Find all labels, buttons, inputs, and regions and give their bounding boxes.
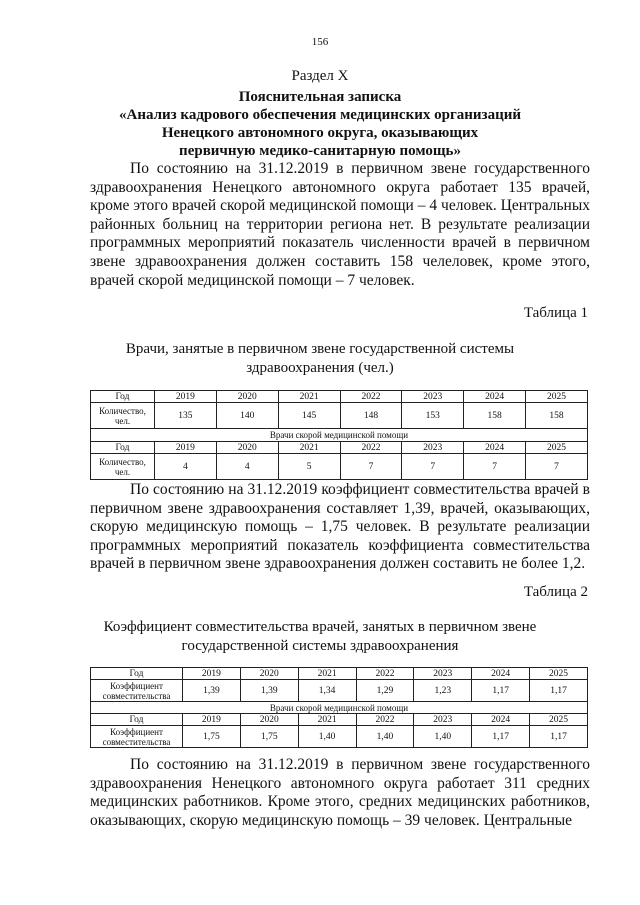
table-header-cell: 2019 <box>155 442 217 454</box>
table-row <box>91 714 588 726</box>
table-row-label: Количество, чел. <box>91 403 155 429</box>
table-cell: 1,39 <box>240 680 298 702</box>
table-header-cell: 2024 <box>464 442 526 454</box>
table-row <box>91 403 588 429</box>
table-cell: 4 <box>216 454 278 480</box>
table-row <box>91 442 588 454</box>
table2 <box>90 667 588 748</box>
table-row <box>91 680 588 702</box>
table-cell: 1,17 <box>530 680 588 702</box>
table-row <box>91 668 588 680</box>
table-header-cell: 2021 <box>278 442 340 454</box>
table-header-cell: 2024 <box>472 714 530 726</box>
table-row <box>91 391 588 403</box>
table-header-cell: 2021 <box>298 714 356 726</box>
paragraph-2: По состоянию на 31.12.2019 коэффициент совместительства врачей в первичном звене здравоохранения составляет 1,39, врачей, оказывающих, скорую медицинскую помощь – 1,75 человек. В результате реализации программных мероприятий показатель коэффициента совместительства врачей в первичном звене здравоохранения должен составить не более 1,2. <box>90 481 590 573</box>
table-header-cell: 2025 <box>526 442 588 454</box>
table-cell: 145 <box>278 403 340 429</box>
table-header-cell: 2020 <box>216 391 278 403</box>
table-header-cell: 2020 <box>240 668 298 680</box>
table-header-cell: 2019 <box>183 714 241 726</box>
table-cell: 1,29 <box>356 680 414 702</box>
table-header-cell: 2023 <box>402 391 464 403</box>
page-number: 156 <box>311 36 329 48</box>
table-cell: 5 <box>278 454 340 480</box>
table-row <box>91 429 588 442</box>
heading-line: Пояснительная записка <box>238 89 402 105</box>
table-row <box>91 726 588 748</box>
table-cell: 158 <box>464 403 526 429</box>
table-cell: 7 <box>526 454 588 480</box>
table-cell: 1,40 <box>414 726 472 748</box>
table-header-cell: 2020 <box>216 442 278 454</box>
table-cell: 1,39 <box>183 680 241 702</box>
table-row-label: Коэффициент совместительства <box>91 726 183 748</box>
table-header-cell: 2025 <box>526 391 588 403</box>
heading-line: первичную медико-санитарную помощь» <box>179 143 461 159</box>
table-header-cell: 2024 <box>472 668 530 680</box>
table-cell: 4 <box>155 454 217 480</box>
table2-title-line: Коэффициент совместительства врачей, занятых в первичном звене <box>103 619 537 635</box>
table-subheader: Врачи скорой медицинской помощи <box>91 429 588 442</box>
table-header-cell: 2025 <box>530 714 588 726</box>
table-cell: 7 <box>340 454 402 480</box>
table-header-cell: 2021 <box>278 391 340 403</box>
table1-title-line: Врачи, занятые в первичном звене государственной системы <box>125 341 515 357</box>
table2-title-line: государственной системы здравоохранения <box>181 638 459 654</box>
table-cell: 135 <box>155 403 217 429</box>
table-header-cell: 2024 <box>464 391 526 403</box>
table-header-cell: 2022 <box>356 714 414 726</box>
table-subheader: Врачи скорой медицинской помощи <box>91 702 588 714</box>
table-header-cell: 2022 <box>356 668 414 680</box>
table-cell: 1,40 <box>298 726 356 748</box>
table1 <box>90 390 588 480</box>
table-cell: 148 <box>340 403 402 429</box>
table1-title <box>110 340 530 378</box>
heading-line: «Анализ кадрового обеспечения медицинских организаций <box>118 107 522 123</box>
table-header-cell: 2019 <box>183 668 241 680</box>
table-cell: 1,40 <box>356 726 414 748</box>
table-cell: 1,17 <box>530 726 588 748</box>
table-header-cell: 2022 <box>340 391 402 403</box>
table-header-cell: 2023 <box>414 714 472 726</box>
table-header-cell: Год <box>91 714 183 726</box>
table-cell: 1,17 <box>472 726 530 748</box>
table-header-cell: 2023 <box>414 668 472 680</box>
table-cell: 7 <box>402 454 464 480</box>
table2-title <box>100 618 540 656</box>
table-header-cell: 2023 <box>402 442 464 454</box>
table-cell: 1,75 <box>240 726 298 748</box>
document-heading <box>60 88 580 160</box>
table-cell: 1,34 <box>298 680 356 702</box>
table-row <box>91 702 588 714</box>
table-row-label: Количество, чел. <box>91 454 155 480</box>
table-header-cell: Год <box>91 442 155 454</box>
table-cell: 1,23 <box>414 680 472 702</box>
table-header-cell: Год <box>91 391 155 403</box>
paragraph-1: По состоянию на 31.12.2019 в первичном звене государственного здравоохранения Ненецкого автономного округа работает 135 врачей, кроме этого врачей скорой медицинской помощи – 4 человек. Центральных районных больниц на территории региона нет. В результате реализации программных мероприятий показатель численности врачей в первичном звене здравоохранения должен составить 158 челеловек, кроме этого, врачей скорой медицинской помощи – 7 человек. <box>90 160 590 289</box>
table-header-cell: 2019 <box>155 391 217 403</box>
table-cell: 140 <box>216 403 278 429</box>
table1-title-line: здравоохранения (чел.) <box>246 360 394 376</box>
table-row <box>91 454 588 480</box>
table-header-cell: 2025 <box>530 668 588 680</box>
paragraph-3: По состоянию на 31.12.2019 в первичном звене государственного здравоохранения Ненецкого автономного округа работает 311 средних медицинских работников. Кроме этого, средних медицинских работников, оказывающих, скорую медицинскую помощь – 39 человек. Центральные <box>90 756 590 829</box>
table-cell: 153 <box>402 403 464 429</box>
section-title: Раздел X <box>291 68 349 84</box>
table-cell: 158 <box>526 403 588 429</box>
table-header-cell: Год <box>91 668 183 680</box>
table-header-cell: 2021 <box>298 668 356 680</box>
table-row-label: Коэффициент совместительства <box>91 680 183 702</box>
table-cell: 1,75 <box>183 726 241 748</box>
table1-label: Таблица 1 <box>523 305 588 321</box>
table-cell: 1,17 <box>472 680 530 702</box>
heading-line: Ненецкого автономного округа, оказывающих <box>161 125 479 141</box>
table-header-cell: 2020 <box>240 714 298 726</box>
table-header-cell: 2022 <box>340 442 402 454</box>
table2-label: Таблица 2 <box>523 584 588 600</box>
table-cell: 7 <box>464 454 526 480</box>
